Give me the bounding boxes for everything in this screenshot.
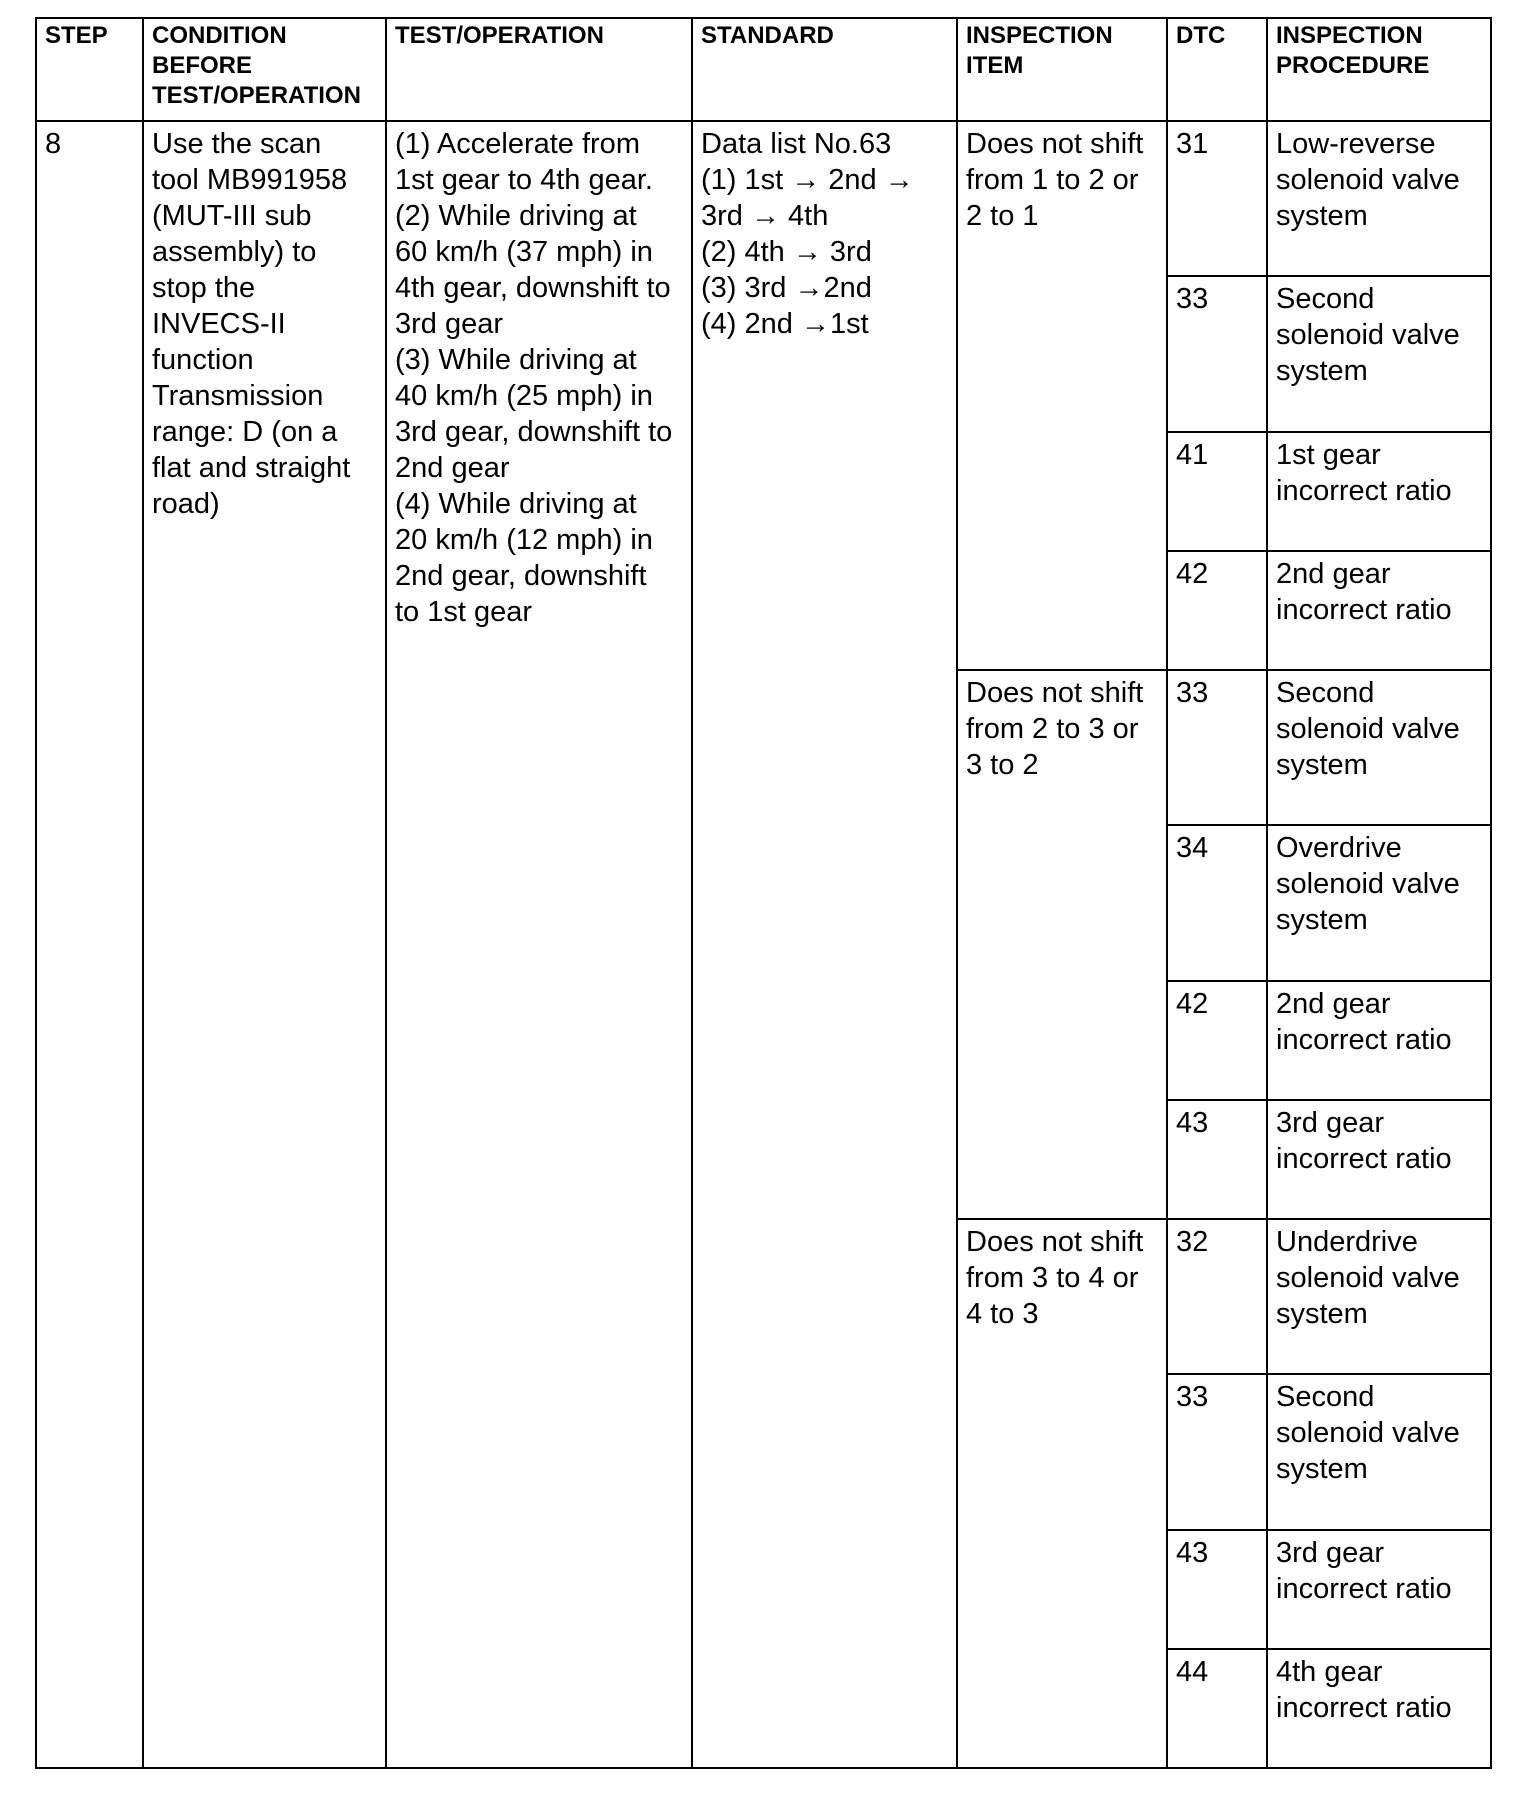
- dtc-cell: [1167, 276, 1267, 431]
- test-operation-cell-line: 20 km/h (12 mph) in: [395, 524, 653, 556]
- dtc-code: 44: [1176, 1655, 1209, 1688]
- inspection-procedure-cell-line: solenoid valve: [1276, 868, 1460, 901]
- inspection-procedure-cell-line: solenoid valve: [1276, 1417, 1460, 1450]
- inspection-procedure-cell-line: system: [1276, 355, 1368, 388]
- dtc-code: 31: [1176, 128, 1209, 160]
- test-operation-cell-line: 4th gear, downshift to: [395, 272, 671, 304]
- dtc-cell: [1167, 1374, 1267, 1529]
- inspection-item-cell-line: Does not shift: [966, 128, 1144, 160]
- inspection-procedure-cell: [1267, 432, 1491, 551]
- condition-cell-line: road): [152, 488, 220, 520]
- dtc-cell: [1167, 1649, 1267, 1768]
- standard-cell-line: 3rd → 4th: [701, 200, 829, 232]
- inspection-procedure-cell-line: incorrect ratio: [1276, 1142, 1452, 1175]
- inspection-procedure-cell: [1267, 1374, 1491, 1529]
- inspection-item-cell-line: from 1 to 2 or: [966, 164, 1139, 196]
- inspection-procedure-cell-line: Second: [1276, 283, 1375, 316]
- header-inspection-item: INSPECTION ITEM: [957, 18, 1167, 121]
- condition-cell-line: Use the scan: [152, 128, 322, 160]
- inspection-procedure-cell-line: system: [1276, 200, 1368, 232]
- inspection-item-cell: [957, 1219, 1167, 1768]
- inspection-procedure-cell-line: system: [1276, 1297, 1368, 1330]
- test-operation-cell-line: 2nd gear, downshift: [395, 560, 647, 592]
- dtc-code: 33: [1176, 676, 1209, 709]
- table-body: [36, 121, 1491, 1768]
- dtc-code: 42: [1176, 557, 1209, 590]
- inspection-item-cell-line: 2 to 1: [966, 200, 1039, 232]
- inspection-procedure-cell-line: solenoid valve: [1276, 712, 1460, 745]
- standard-cell-line: Data list No.63: [701, 128, 892, 160]
- test-operation-cell: [386, 121, 692, 1768]
- header-step: STEP: [36, 18, 143, 121]
- inspection-item-cell-line: from 3 to 4 or: [966, 1261, 1139, 1294]
- condition-cell-line: stop the: [152, 272, 256, 304]
- dtc-cell: [1167, 1219, 1267, 1374]
- inspection-procedure-cell-line: 2nd gear: [1276, 557, 1391, 590]
- step-number-cell: [36, 121, 143, 1768]
- inspection-procedure-cell-line: incorrect ratio: [1276, 1691, 1452, 1724]
- inspection-procedure-cell-line: Second: [1276, 676, 1375, 709]
- condition-cell-line: range: D (on a: [152, 416, 338, 448]
- header-inspection-procedure: INSPECTION PROCEDURE: [1267, 18, 1491, 121]
- condition-cell-line: flat and straight: [152, 452, 351, 484]
- dtc-cell: [1167, 432, 1267, 551]
- inspection-procedure-cell-line: incorrect ratio: [1276, 593, 1452, 626]
- inspection-procedure-cell-line: Overdrive: [1276, 832, 1402, 865]
- dtc-cell: [1167, 825, 1267, 980]
- inspection-procedure-cell: [1267, 1649, 1491, 1768]
- inspection-item-cell: [957, 121, 1167, 670]
- header-dtc: DTC: [1167, 18, 1267, 121]
- inspection-item-cell-line: 3 to 2: [966, 748, 1039, 781]
- condition-cell-line: Transmission: [152, 380, 324, 412]
- standard-cell-line: (2) 4th → 3rd: [701, 236, 872, 268]
- inspection-procedure-cell-line: 2nd gear: [1276, 987, 1391, 1020]
- condition-cell-line: function: [152, 344, 254, 376]
- inspection-procedure-cell: [1267, 1530, 1491, 1649]
- standard-cell: [692, 121, 957, 1768]
- inspection-procedure-cell-line: 1st gear: [1276, 438, 1381, 471]
- inspection-item-cell-line: 4 to 3: [966, 1297, 1039, 1330]
- test-operation-cell-line: 1st gear to 4th gear.: [395, 164, 653, 196]
- inspection-procedure-cell: [1267, 551, 1491, 670]
- inspection-procedure-cell-line: Second: [1276, 1381, 1375, 1414]
- inspection-procedure-cell-line: 4th gear: [1276, 1655, 1383, 1688]
- inspection-procedure-cell-line: solenoid valve: [1276, 1261, 1460, 1294]
- inspection-procedure-cell-line: system: [1276, 748, 1368, 781]
- inspection-procedure-cell-line: solenoid valve: [1276, 319, 1460, 352]
- inspection-procedure-cell-line: Low-reverse: [1276, 128, 1436, 160]
- header-standard: STANDARD: [692, 18, 957, 121]
- standard-cell-line: (4) 2nd →1st: [701, 308, 869, 340]
- test-operation-cell-line: (2) While driving at: [395, 200, 637, 232]
- inspection-procedure-cell: [1267, 670, 1491, 825]
- condition-cell-line: (MUT-III sub: [152, 200, 312, 232]
- inspection-item-cell-line: Does not shift: [966, 676, 1144, 709]
- condition-cell-line: assembly) to: [152, 236, 317, 268]
- inspection-procedure-cell-line: solenoid valve: [1276, 164, 1460, 196]
- test-operation-cell-line: 3rd gear: [395, 308, 504, 340]
- dtc-cell: [1167, 551, 1267, 670]
- inspection-table: [35, 17, 1492, 1769]
- test-operation-cell-line: to 1st gear: [395, 596, 533, 628]
- inspection-procedure-cell: [1267, 276, 1491, 431]
- inspection-procedure-cell: [1267, 1100, 1491, 1219]
- inspection-procedure-cell: [1267, 1219, 1491, 1374]
- test-operation-cell-line: (3) While driving at: [395, 344, 637, 376]
- condition-cell: [143, 121, 386, 1768]
- test-operation-cell-line: 40 km/h (25 mph) in: [395, 380, 653, 412]
- header-condition: CONDITION BEFORE TEST/OPERATION: [143, 18, 386, 121]
- inspection-item-cell-line: from 2 to 3 or: [966, 712, 1139, 745]
- inspection-procedure-cell: [1267, 825, 1491, 980]
- inspection-procedure-cell-line: system: [1276, 904, 1368, 937]
- condition-cell-line: INVECS-II: [152, 308, 286, 340]
- inspection-procedure-cell-line: 3rd gear: [1276, 1106, 1385, 1139]
- standard-cell-line: (1) 1st → 2nd →: [701, 164, 914, 196]
- inspection-procedure-cell-line: system: [1276, 1453, 1368, 1486]
- inspection-item-cell-line: Does not shift: [966, 1225, 1144, 1258]
- test-operation-cell-line: 3rd gear, downshift to: [395, 416, 673, 448]
- inspection-procedure-cell-line: incorrect ratio: [1276, 474, 1452, 507]
- dtc-code: 43: [1176, 1106, 1209, 1139]
- header-test-operation: TEST/OPERATION: [386, 18, 692, 121]
- step-number: 8: [45, 128, 62, 160]
- dtc-cell: [1167, 1100, 1267, 1219]
- dtc-code: 33: [1176, 1381, 1209, 1414]
- inspection-procedure-cell-line: Underdrive: [1276, 1225, 1418, 1258]
- inspection-procedure-cell: [1267, 981, 1491, 1100]
- dtc-code: 33: [1176, 283, 1209, 316]
- dtc-code: 43: [1176, 1536, 1209, 1569]
- condition-cell-line: tool MB991958: [152, 164, 348, 196]
- header-row: [36, 18, 1491, 121]
- table-row: [36, 121, 1491, 276]
- dtc-cell: [1167, 121, 1267, 276]
- dtc-cell: [1167, 670, 1267, 825]
- test-operation-cell-line: 2nd gear: [395, 452, 510, 484]
- test-operation-cell-line: 60 km/h (37 mph) in: [395, 236, 653, 268]
- inspection-procedure-cell-line: 3rd gear: [1276, 1536, 1385, 1569]
- inspection-procedure-cell-line: incorrect ratio: [1276, 1572, 1452, 1605]
- dtc-code: 41: [1176, 438, 1209, 471]
- standard-cell-line: (3) 3rd →2nd: [701, 272, 872, 304]
- dtc-code: 32: [1176, 1225, 1209, 1258]
- dtc-code: 42: [1176, 987, 1209, 1020]
- inspection-item-cell: [957, 670, 1167, 1219]
- inspection-procedure-cell: [1267, 121, 1491, 276]
- dtc-code: 34: [1176, 832, 1209, 865]
- dtc-cell: [1167, 1530, 1267, 1649]
- dtc-cell: [1167, 981, 1267, 1100]
- test-operation-cell-line: (1) Accelerate from: [395, 128, 640, 160]
- test-operation-cell-line: (4) While driving at: [395, 488, 637, 520]
- inspection-procedure-cell-line: incorrect ratio: [1276, 1023, 1452, 1056]
